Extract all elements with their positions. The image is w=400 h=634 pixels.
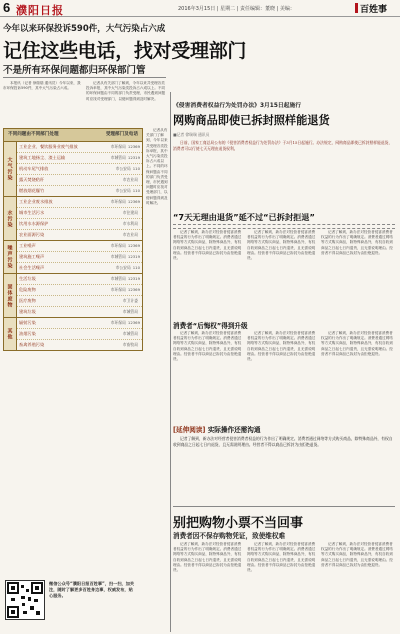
dept-cell: 市卫计委 — [122, 298, 138, 303]
table-section — [4, 240, 142, 273]
issue-cell: 油烟污染 — [19, 331, 36, 336]
dept-cell: 市城管局 — [122, 309, 138, 314]
subheading-2: 消费者“后悔权”得到升级 — [173, 322, 248, 330]
masthead — [0, 0, 400, 17]
extended-reading: 记者了解到，新办法对经营者侵害消费者权益的行为作出了明确规定。消费者通过网络等方式购买商品，除特殊商品外，有权自收到商品之日起七日内退货，且无需说明理由。经营者不得以商品已拆封为由拒绝退货。 — [173, 436, 393, 447]
table-row — [17, 340, 142, 350]
qr-promo-text: 微信公众号“濮阳日报百姓事”，扫一扫，加关注，随时了解更多百姓身边事，权威发布，贴心服务。 — [49, 581, 135, 598]
second-subhead: 消费者因不保存购物凭证，致使维权难 — [173, 532, 286, 540]
lead-body-col1 — [3, 81, 81, 126]
second-body-col2: 记者了解到，新办法对经营者侵害消费者权益的行为作出了明确规定。消费者通过网络等方式购买商品，除特殊商品外，有权自收到商品之日起七日内退货，且无需说明理由。经营者不得以商品已拆封为由拒绝退货。 — [247, 542, 316, 573]
lead-body-col2 — [86, 81, 166, 126]
subheading-3: [延伸阅读] 实际操作还需沟通 — [173, 426, 261, 434]
dept-cell: 市环保局 12369 — [110, 320, 140, 325]
table-row — [17, 296, 142, 307]
subheading-1: “7天无理由退货”延不过“已拆封拒退” — [173, 212, 315, 222]
issue-cell: 农业面源污染 — [19, 232, 45, 237]
dept-cell: 市农业局 — [122, 232, 138, 237]
right-body-col5: 记者了解到，新办法对经营者侵害消费者权益的行为作出了明确规定。消费者通过网络等方式购买商品，除特殊商品外，有权自收到商品之日起七日内退货，且无需说明理由。经营者不得以商品已拆封为由拒绝退货。 — [247, 331, 316, 362]
dept-cell: 市畜牧局 — [122, 342, 138, 347]
dept-cell: 市环保局 12369 — [110, 287, 140, 292]
dept-cell: 市公安局 110 — [115, 188, 140, 193]
issue-cell: 建筑施工噪声 — [19, 254, 45, 259]
dept-cell: 市住建局 — [122, 210, 138, 215]
issue-cell: 建筑工地扬尘、渣土运输 — [19, 155, 66, 160]
second-body-col1: 记者了解到，新办法对经营者侵害消费者权益的行为作出了明确规定。消费者通过网络等方式购买商品，除特殊商品外，有权自收到商品之日起七日内退货，且无需说明理由。经营者不得以商品已拆封为由拒绝退货。 — [173, 542, 242, 573]
lead-body-text: 记者从有关部门了解到，今年以来共受理各类投诉举报，其中大气污染类投诉占六成以上。不同的环保问题由不同的部门负责受理，市民遇到问题时应找对受理部门，以便问题得到及时解决。 — [86, 81, 166, 101]
column-divider — [170, 92, 171, 632]
table-header: 不同问题由不同部门处理 受理部门及电话 — [4, 129, 142, 141]
dept-cell: 市公安局 110 — [115, 166, 140, 171]
section-name: 百姓事 — [360, 5, 388, 15]
qr-promo — [3, 577, 133, 629]
table-section-label: 固体废物 — [4, 274, 17, 317]
second-headline: 别把购物小票不当回事 — [173, 516, 304, 531]
table-row — [17, 252, 142, 263]
issue-cell: 建筑垃圾 — [19, 309, 36, 314]
right-body-col1: 记者了解到，新办法对经营者侵害消费者权益的行为作出了明确规定。消费者通过网络等方式购买商品，除特殊商品外，有权自收到商品之日起七日内退货，且无需说明理由。经营者不得以商品已拆封为由拒绝退货。 — [173, 230, 242, 261]
dept-cell: 市农业局 — [122, 177, 138, 182]
right-body-col6: 记者了解到，新办法对经营者侵害消费者权益的行为作出了明确规定。消费者通过网络等方式购买商品，除特殊商品外，有权自收到商品之日起七日内退货，且无需说明理由。经营者不得以商品已拆封为由拒绝退货。 — [321, 331, 393, 356]
table-row — [17, 241, 142, 252]
dashed-rule — [173, 224, 395, 229]
right-kicker: 《侵害消费者权益行为处罚办法》3月15日起施行 — [173, 103, 302, 109]
table-row — [17, 142, 142, 153]
lead-subhead: 不是所有环保问题都归环保部门管 — [3, 65, 146, 76]
issue-cell: 工业企业废水排放 — [19, 199, 53, 204]
table-section — [4, 141, 142, 196]
right-body-col4: 记者了解到，新办法对经营者侵害消费者权益的行为作出了明确规定。消费者通过网络等方式购买商品，除特殊商品外，有权自收到商品之日起七日内退货，且无需说明理由。经营者不得以商品已拆封为由拒绝退货。 — [173, 331, 242, 362]
issue-cell: 露天焚烧秸秆 — [19, 177, 45, 182]
dept-cell: 市环保局 12369 — [110, 199, 140, 204]
divider — [3, 77, 166, 78]
table-section-label: 其他 — [4, 318, 17, 350]
section-marker — [355, 3, 358, 13]
table-section — [4, 273, 142, 317]
dept-cell: 市城管局 12319 — [110, 254, 140, 259]
table-section-label: 噪声污染 — [4, 241, 17, 273]
dept-cell: 市城管局 12319 — [110, 155, 140, 160]
newspaper-logo: 濮阳日报 — [16, 4, 64, 17]
right-body-col3: 记者了解到，新办法对经营者侵害消费者权益的行为作出了明确规定。消费者通过网络等方式购买商品，除特殊商品外，有权自收到商品之日起七日内退货，且无需说明理由。经营者不得以商品已拆封为由拒绝退货。 — [321, 230, 393, 255]
table-row — [17, 186, 142, 196]
dept-cell: 市环保局 12369 — [110, 243, 140, 248]
dateline: 2016年3月15日 | 星期二 | 责任编辑：董晓 | 美编： — [178, 6, 295, 12]
table-section-label: 水污染 — [4, 197, 17, 240]
issue-cell: 机动车尾气排放 — [19, 166, 49, 171]
issue-cell: 工业企业、餐饮服务业废气排放 — [19, 144, 78, 149]
table-row — [17, 219, 142, 230]
issue-cell: 工业噪声 — [19, 243, 36, 248]
issue-cell: 城市生活污水 — [19, 210, 45, 215]
second-body-col3: 记者了解到，新办法对经营者侵害消费者权益的行为作出了明确规定。消费者通过网络等方式购买商品，除特殊商品外，有权自收到商品之日起七日内退货，且无需说明理由。经营者不得以商品已拆封为由拒绝退货。 — [321, 542, 393, 567]
table-row — [17, 329, 142, 340]
issue-cell: 生活垃圾 — [19, 276, 36, 281]
table-row — [17, 230, 142, 240]
dept-cell: 市环保局 12369 — [110, 144, 140, 149]
dept-cell: 市城管局 12319 — [110, 276, 140, 281]
table-row — [17, 197, 142, 208]
table-body — [4, 141, 142, 350]
table-row — [17, 263, 142, 273]
lead-intro: 本报讯（记者 徐瑞瑞 通讯员）今年以来，我市环保投诉590件，其中大气污染占六成。 — [3, 81, 81, 91]
issue-cell: 饮用水水源保护 — [19, 221, 49, 226]
right-body-col2: 记者了解到，新办法对经营者侵害消费者权益的行为作出了明确规定。消费者通过网络等方式购买商品，除特殊商品外，有权自收到商品之日起七日内退货，且无需说明理由。经营者不得以商品已拆封为由拒绝退货。 — [247, 230, 316, 261]
table-row — [17, 274, 142, 285]
right-headline: 网购商品即使已拆封照样能退货 — [173, 114, 330, 127]
table-row — [17, 208, 142, 219]
table-section — [4, 196, 142, 240]
lead-headline: 记住这些电话，找对受理部门 — [3, 40, 247, 62]
dept-cell: 市城管局 — [122, 331, 138, 336]
table-section-label: 大气污染 — [4, 142, 17, 196]
page-number: 6 — [3, 0, 11, 15]
issue-cell: 医疗废物 — [19, 298, 36, 303]
lead-kicker: 今年以来环保投诉590件，大气污染占六成 — [3, 24, 166, 34]
table-row — [17, 153, 142, 164]
table-row — [17, 285, 142, 296]
dept-cell: 市水利局 — [122, 221, 138, 226]
table-row — [17, 307, 142, 317]
issue-cell: 燃放烟花爆竹 — [19, 188, 45, 193]
dept-cell: 市公安局 110 — [115, 265, 140, 270]
table-row — [17, 175, 142, 186]
department-table — [3, 128, 143, 351]
issue-cell: 危险废物 — [19, 287, 36, 292]
issue-cell: 畜禽养殖污染 — [19, 342, 45, 347]
issue-cell: 辐射污染 — [19, 320, 36, 325]
table-row — [17, 164, 142, 175]
right-byline: ■记者 徐瑞瑞 通讯员 — [173, 132, 210, 137]
divider-2 — [173, 506, 395, 507]
qr-code-icon[interactable] — [5, 580, 45, 620]
issue-cell: 社会生活噪声 — [19, 265, 45, 270]
right-lead: 日前，国家工商总局公布的《侵害消费者权益行为处罚办法》于3月15日起施行。办法规定，网购商品即使已拆封照样能退货，消费者可以行使七天无理由退货权利。 — [173, 140, 393, 151]
middle-column: 记者从有关部门了解到，今年以来共受理各类投诉举报，其中大气污染类投诉占六成以上。不同的环保问题由不同的部门负责受理，市民遇到问题时应找对受理部门，以便问题得到及时解决。 — [146, 128, 168, 205]
table-row — [17, 318, 142, 329]
table-section — [4, 317, 142, 350]
